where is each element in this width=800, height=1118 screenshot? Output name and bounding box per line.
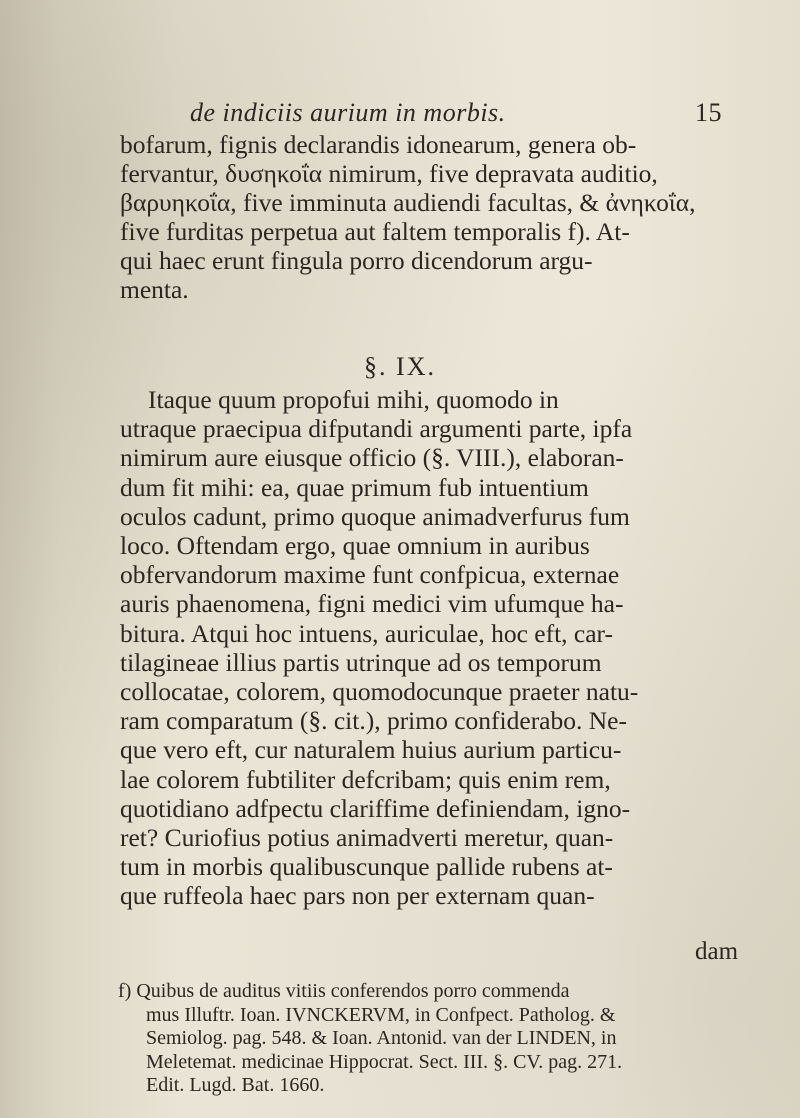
catchword: dam <box>695 938 739 965</box>
text-line: fervantur, δυσηκοΐα nimirum, five depravata auditio, <box>120 159 658 188</box>
paragraph-1 <box>120 130 750 304</box>
text-line: menta. <box>120 275 189 304</box>
text-line: collocatae, colorem, quomodocunque praeter natu- <box>120 677 639 707</box>
footnote-line: Meletemat. medicinae Hippocrat. Sect. III. §. CV. pag. 271. <box>146 1050 623 1073</box>
text-line: bitura. Atqui hoc intuens, auriculae, hoc eft, car- <box>120 618 614 648</box>
page-number: 15 <box>695 98 722 127</box>
text-line: tum in morbis qualibuscunque pallide rubens at- <box>120 852 613 882</box>
text-line: dum fit mihi: ea, quae primum fub intuentium <box>120 472 589 502</box>
footnote-line: Edit. Lugd. Bat. 1660. <box>146 1074 325 1096</box>
text-line: que ruffeola haec pars non per externam quan- <box>120 881 595 911</box>
footnote-line: mus Illuftr. Ioan. IVNCKERVM, in Confpect. Patholog. & <box>146 1003 616 1026</box>
text-line: bofarum, fignis declarandis idonearum, genera ob- <box>120 130 637 159</box>
text-line: five furditas perpetua aut faltem temporalis f). At- <box>120 217 630 246</box>
footnote <box>118 980 758 1098</box>
footnote-line: f) Quibus de auditus vitiis conferendos porro commenda <box>118 980 570 1002</box>
text-line: Itaque quum propofui mihi, quomodo in <box>148 385 559 414</box>
text-line: lae colorem fubtiliter defcribam; quis enim rem, <box>120 764 611 794</box>
text-line: oculos cadunt, primo quoque animadverfurus fum <box>120 501 630 531</box>
text-line: obfervandorum maxime funt confpicua, externae <box>120 560 620 590</box>
running-title: de indiciis aurium in morbis. <box>190 98 506 127</box>
text-line: utraque praecipua difputandi argumenti parte, ipfa <box>120 414 633 444</box>
text-line: loco. Oftendam ergo, quae omnium in auribus <box>120 531 590 561</box>
section-heading: §. IX. <box>364 352 436 381</box>
text-line: quotidiano adfpectu clariffime definiendam, igno- <box>120 793 631 823</box>
paragraph-2 <box>120 385 750 911</box>
text-line: qui haec erunt fingula porro dicendorum argu- <box>120 246 593 275</box>
footnote-line: Semiolog. pag. 548. & Ioan. Antonid. van der LINDEN, in <box>146 1027 617 1049</box>
text-line: auris phaenomena, figni medici vim ufumque ha- <box>120 589 624 619</box>
running-header <box>190 98 750 128</box>
text-line: tilagineae illius partis utrinque ad os temporum <box>120 647 602 677</box>
text-line: βαρυηκοΐα, five imminuta audiendi facultas, & ἀνηκοΐα, <box>120 188 696 217</box>
text-line: que vero eft, cur naturalem huius aurium particu- <box>120 735 622 765</box>
text-line: ret? Curiofius potius animadverti meretur, quan- <box>120 823 614 853</box>
text-line: nimirum aure eiusque officio (§. VIII.), elaboran- <box>120 443 624 473</box>
text-line: ram comparatum (§. cit.), primo confiderabo. Ne- <box>120 706 627 736</box>
